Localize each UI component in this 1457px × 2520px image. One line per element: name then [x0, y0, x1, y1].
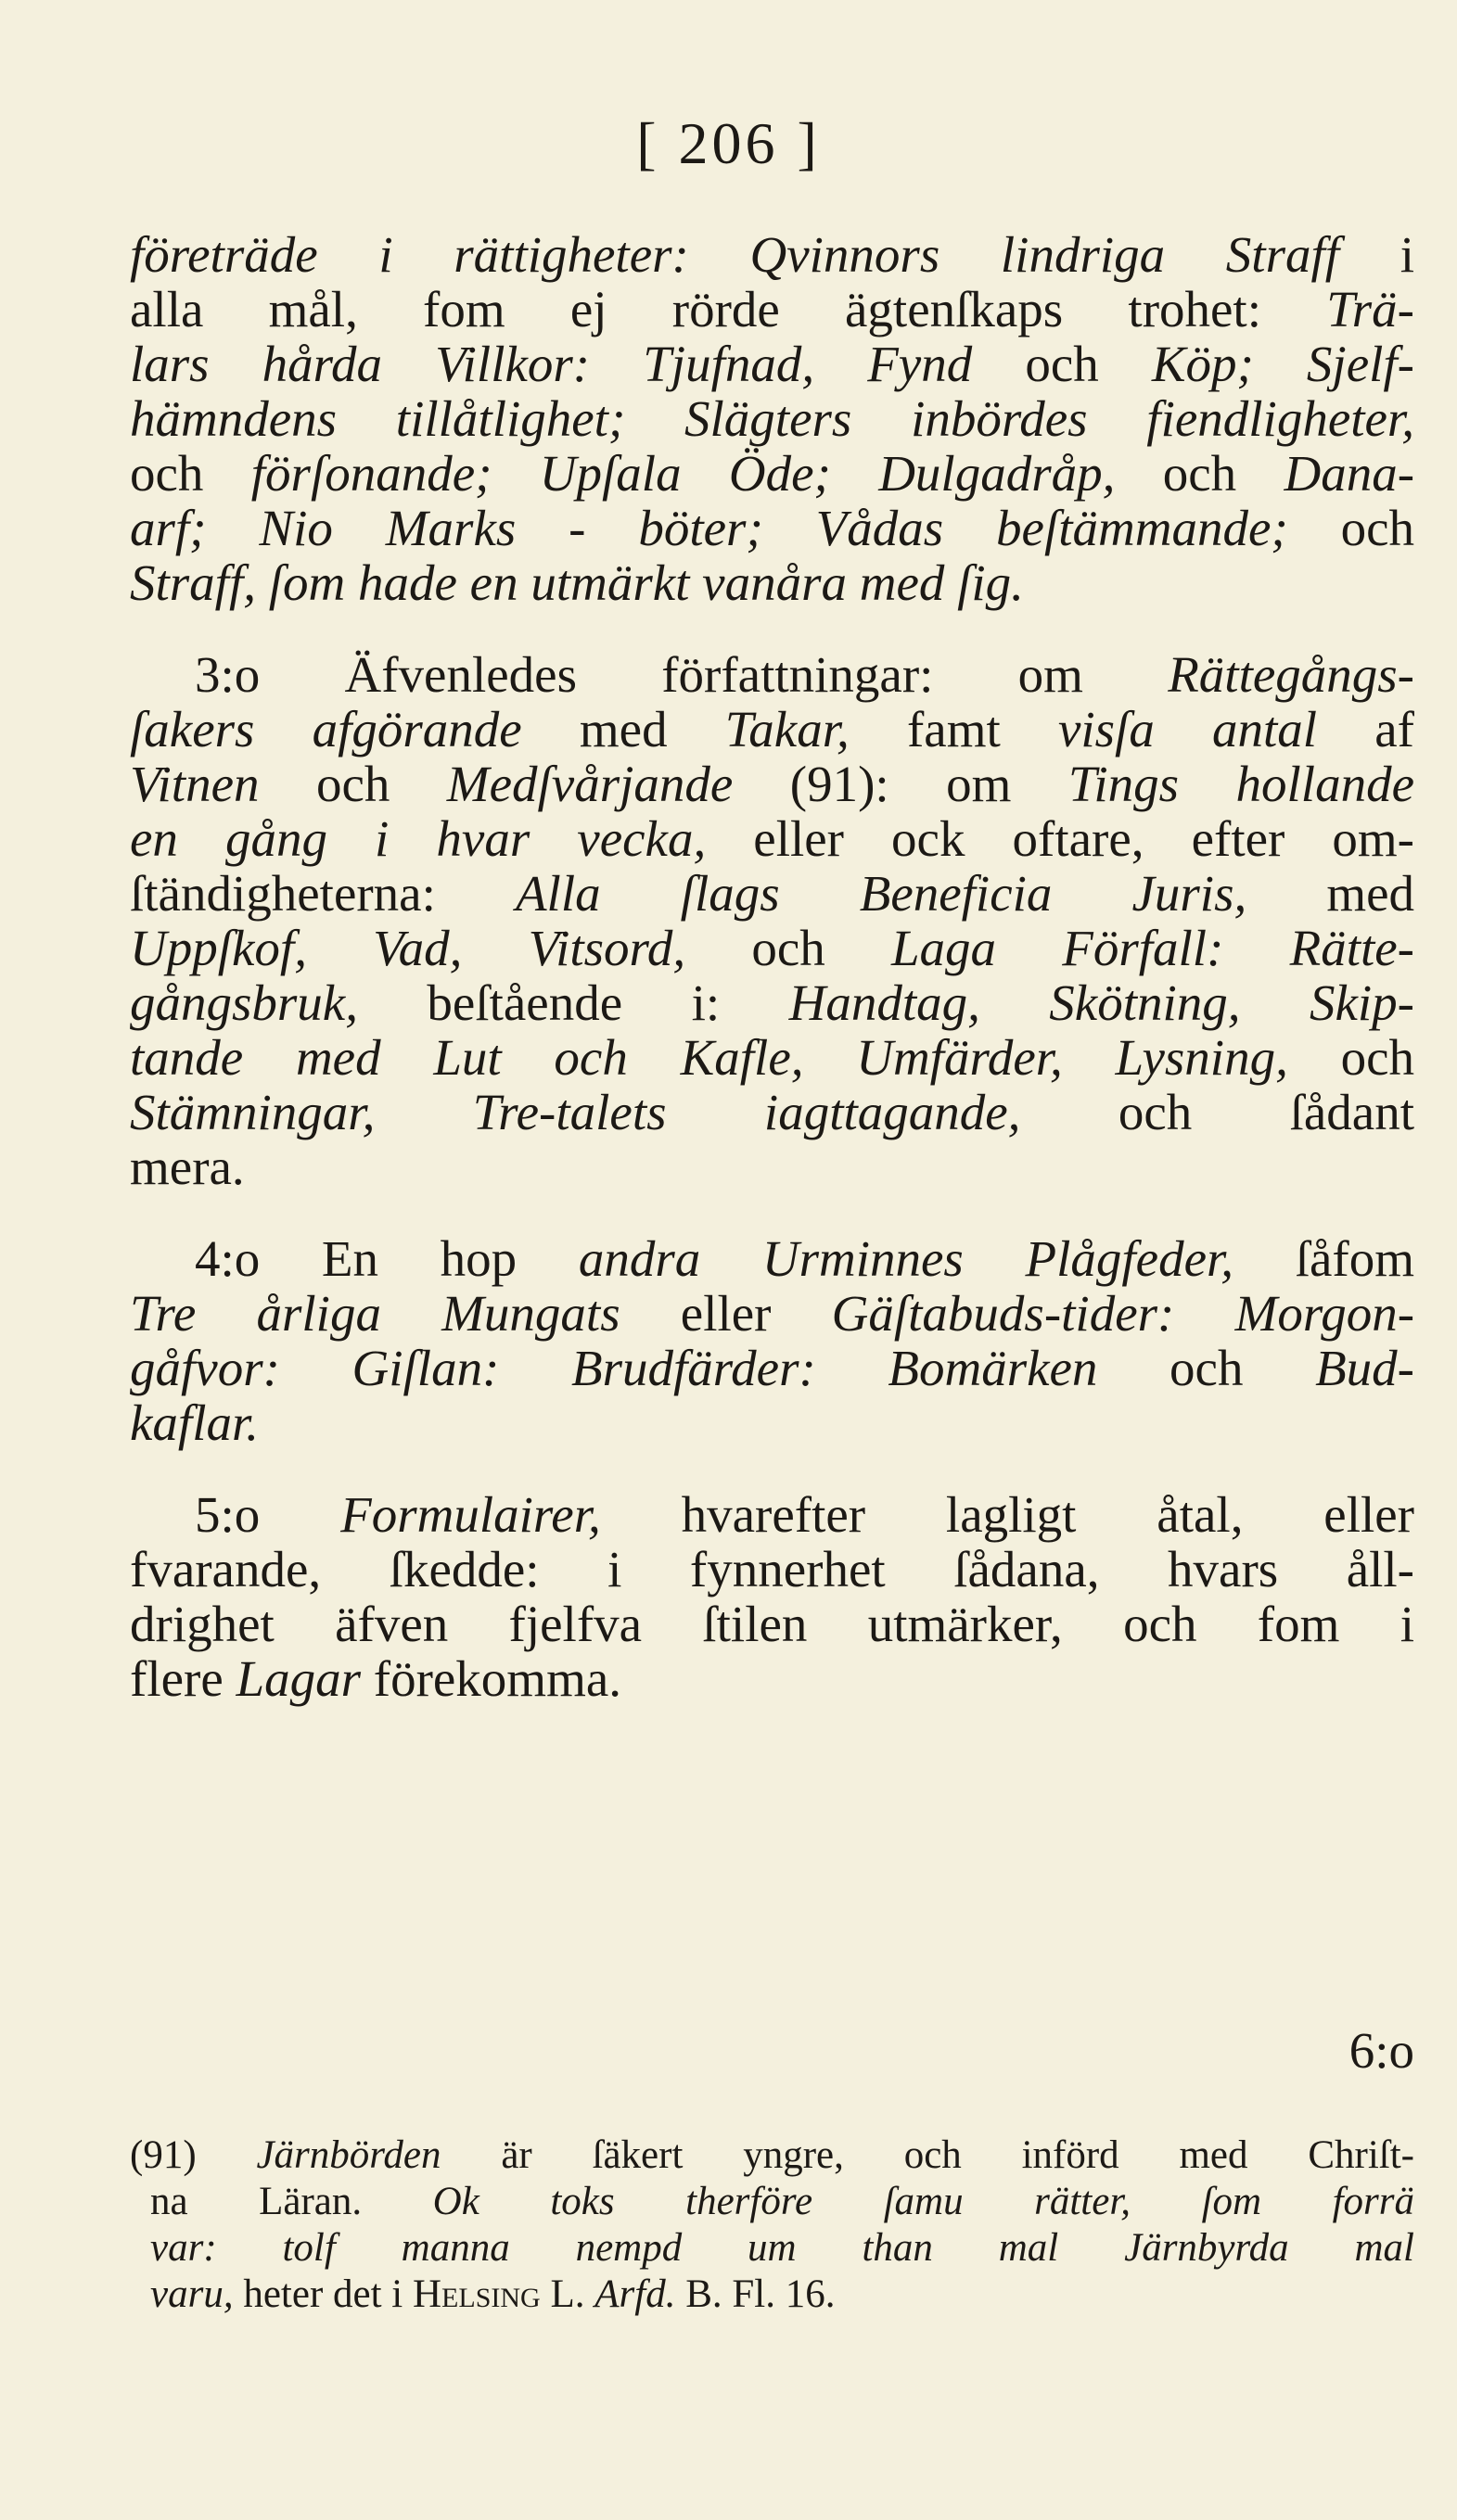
body-text-run: Lagar	[236, 1650, 374, 1707]
body-text-run: visſa antal	[1057, 701, 1375, 757]
body-text-run: kaflar.	[130, 1394, 260, 1451]
body-line	[130, 1542, 1414, 1597]
footnote-line	[130, 2132, 1414, 2179]
body-line	[130, 1286, 1414, 1341]
footnote-text-run: (91)	[130, 2133, 257, 2177]
body-text-run: förekomma.	[373, 1650, 622, 1707]
footnote-line	[130, 2225, 1414, 2272]
body-text-run: och	[1162, 445, 1284, 502]
footnote-text-run: B. Fl. 16.	[675, 2272, 836, 2316]
body-text-run: hämndens tillåtlighet; Slägters inbördes fiendligheter,	[130, 390, 1414, 447]
body-text-run: tande med Lut och Kafle, Umfärder, Lysning,	[130, 1029, 1341, 1086]
page-number: [ 206 ]	[636, 110, 821, 176]
body-text-run: alla mål, fom ej rörde ägtenſkaps trohet:	[130, 281, 1327, 337]
body-text-run: fvarande, ſkedde: i fynnerhet ſådana, hvars åll-	[130, 1541, 1414, 1597]
body-text-run: beſtående i:	[427, 974, 789, 1031]
body-text-run: förſonande; Upſala Öde; Dulgadråp,	[250, 445, 1163, 502]
body-line	[130, 702, 1414, 757]
body-line	[130, 757, 1414, 811]
body-text-run: Köp; Sjelf-	[1151, 336, 1414, 392]
body-text-run: med	[579, 701, 725, 757]
body-text-run: ſåfom	[1295, 1230, 1414, 1287]
body-line	[130, 1231, 1414, 1286]
body-text-run: och ſådant	[1118, 1084, 1414, 1140]
body-text-run: Formulairer,	[340, 1486, 682, 1543]
footnote-line	[130, 2179, 1414, 2225]
body-text-run: famt	[906, 701, 1058, 757]
body-line	[130, 1085, 1414, 1139]
body-text-run: Uppſkof, Vad, Vitsord,	[130, 920, 752, 976]
body-text-run: Tre årliga Mungats	[130, 1285, 681, 1342]
body-line	[130, 337, 1414, 391]
body-line	[130, 555, 1414, 610]
body-text-run: Stämningar, Tre-talets iagttagande,	[130, 1084, 1118, 1140]
body-line	[130, 811, 1414, 866]
body-text-run: ſakers afgörande	[130, 701, 580, 757]
body-text-run: af	[1374, 701, 1414, 757]
body-text-run: gångsbruk,	[130, 974, 428, 1031]
body-text-run: Gäſtabuds-tider: Morgon-	[831, 1285, 1415, 1342]
body-line	[130, 1139, 1414, 1194]
body-text-run: och	[1169, 1340, 1316, 1396]
body-text-run: och	[315, 756, 447, 812]
body-text-run: en gång i hvar vecka,	[130, 810, 754, 867]
footnote-text-run: Helsing	[413, 2272, 541, 2316]
body-line	[130, 282, 1414, 337]
body-text-run: 3:o Äfvenledes författningar: om	[195, 646, 1169, 703]
body-text-run: och	[130, 445, 251, 502]
body-text-run: drighet äfven fjelfva ſtilen utmärker, och fom i	[130, 1596, 1414, 1652]
body-text-run: Vitnen	[130, 756, 316, 812]
body-text-run: hvarefter lagligt åtal, eller	[681, 1486, 1414, 1543]
body-text-run: Medſvårjande	[446, 756, 790, 812]
body-line	[130, 647, 1414, 702]
catchword: 6:o	[1348, 2022, 1414, 2079]
body-line	[130, 501, 1414, 555]
body-text-run: Alla ſlags Beneficia Juris,	[515, 865, 1327, 922]
footnote-text-run: na Läran.	[150, 2180, 433, 2223]
footnote-text-run: Järnbörden	[256, 2133, 502, 2177]
footnote-text-run: heter det i	[243, 2272, 413, 2316]
footnote-text-run: Ok toks therföre ſamu rätter, ſom forrä	[432, 2180, 1415, 2223]
body-line	[130, 1597, 1414, 1651]
body-line	[130, 446, 1414, 501]
body-line	[130, 391, 1414, 446]
body-text-run: Handtag, Skötning, Skip-	[788, 974, 1414, 1031]
body-text-run: Rättegångs-	[1168, 646, 1414, 703]
body-line	[130, 1487, 1414, 1542]
body-line	[130, 921, 1414, 975]
footnote-text-run: varu,	[150, 2272, 244, 2316]
body-text-run: ſtändigheterna:	[130, 865, 516, 922]
body-line	[130, 1030, 1414, 1085]
body-text-run: och	[1340, 1029, 1414, 1086]
body-line	[130, 227, 1414, 282]
body-text-run: (91): om	[789, 756, 1068, 812]
body-text-run: eller	[680, 1285, 832, 1342]
body-text-run: med	[1326, 865, 1415, 922]
body-line	[130, 1651, 1414, 1706]
body-text-run: lars hårda Villkor: Tjufnad, Fynd	[130, 336, 1026, 392]
body-text-run: i	[1339, 226, 1414, 283]
body-text-run: Tings hollande	[1067, 756, 1414, 812]
footnote	[130, 2132, 1414, 2318]
body-text-run: Takar,	[724, 701, 907, 757]
body-line	[130, 1341, 1414, 1395]
body-line	[130, 1395, 1414, 1450]
body-text-run: mera.	[130, 1139, 245, 1195]
body-text-run: och	[1340, 500, 1414, 556]
body-text-run: företräde i rättigheter: Qvinnors lindriga Straff	[130, 226, 1340, 283]
body-text-run: 5:o	[195, 1486, 341, 1543]
body-text-run: Bud-	[1315, 1340, 1414, 1396]
body-text-run: 4:o En hop	[195, 1230, 579, 1287]
body-text-run: Laga Förfall: Rätte-	[890, 920, 1414, 976]
footnote-text-run: L.	[540, 2272, 595, 2316]
body-text-run: Straff, ſom hade en utmärkt vanåra med ſig.	[130, 554, 1024, 611]
body-text-run: och	[1025, 336, 1152, 392]
footnote-line	[130, 2272, 1414, 2318]
body-text-run: andra Urminnes Plågfeder,	[578, 1230, 1296, 1287]
body-text-run: gåfvor: Giſlan: Brudfärder: Bomärken	[130, 1340, 1170, 1396]
footnote-text-run: är ſäkert yngre, och införd med Chriſt-	[501, 2133, 1414, 2177]
body-text-run: Dana-	[1284, 445, 1415, 502]
body-text-run: flere	[130, 1650, 236, 1707]
body-line	[130, 866, 1414, 921]
body-line	[130, 975, 1414, 1030]
body-text-run: eller ock oftare, efter om-	[753, 810, 1415, 867]
body-text-run: och	[751, 920, 891, 976]
body-text-run: arf; Nio Marks - böter; Vådas beſtämmande;	[130, 500, 1341, 556]
footnote-text-run: Arfd.	[594, 2272, 676, 2316]
body-text	[130, 227, 1414, 1706]
body-text-run: Trä-	[1326, 281, 1414, 337]
footnote-text-run: var: tolf manna nempd um than mal Järnbyrda mal	[150, 2226, 1414, 2270]
